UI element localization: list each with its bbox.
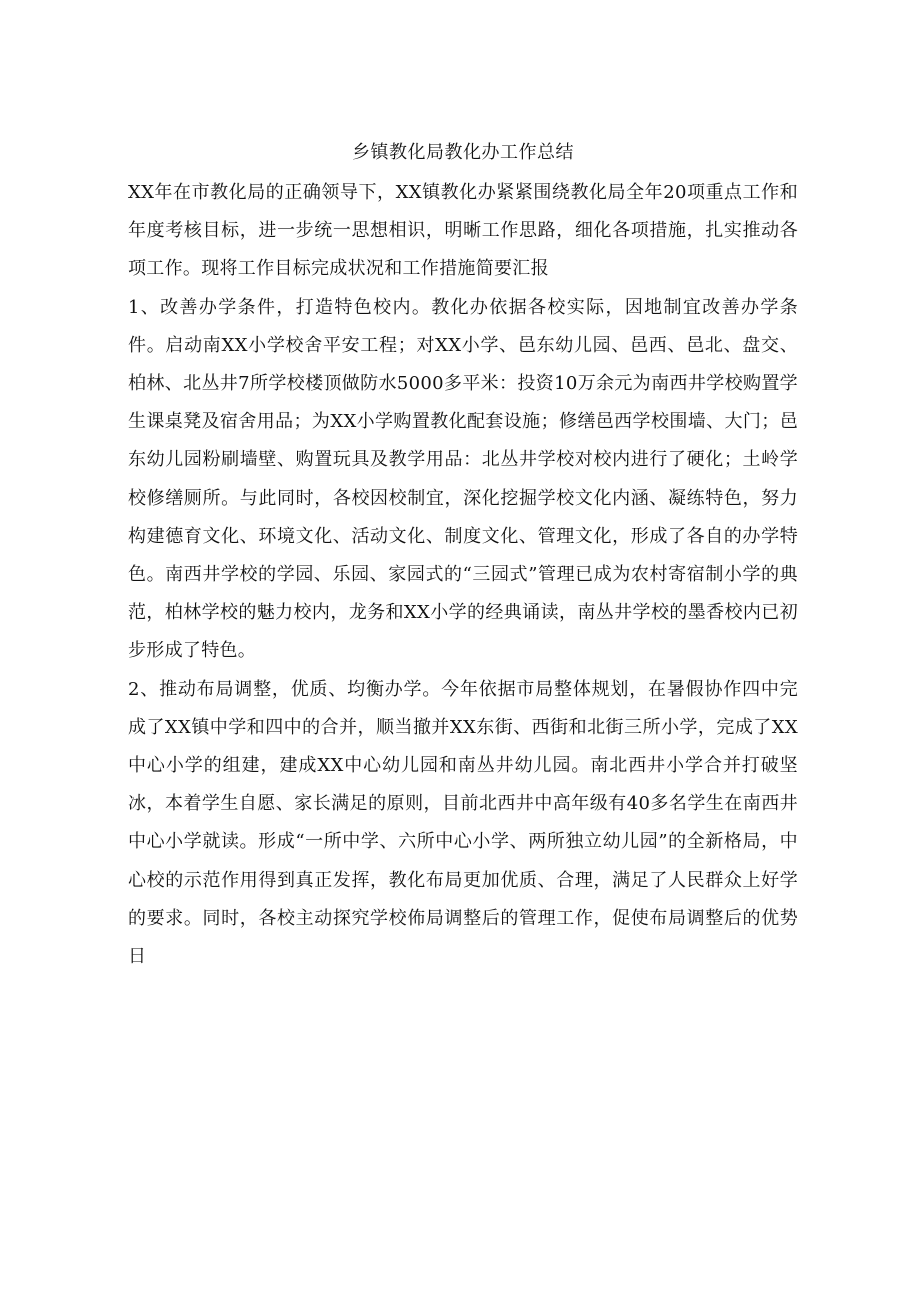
document-body (128, 138, 798, 976)
paragraph-section-2: 2、推动布局调整，优质、均衡办学。今年依据市局整体规划，在暑假协作四中完成了XX镇中学和四中的合并，顺当撤并XX东街、西街和北街三所小学，完成了XX中心小学的组建，建成XX中心幼儿园和南丛井幼儿园。南北西井小学合并打破坚冰，本着学生自愿、家长满足的原则，目前北西井中高年级有40多名学生在南西井中心小学就读。形成“一所中学、六所中心小学、两所独立幼儿园”的全新格局，中心校的示范作用得到真正发挥，教化布局更加优质、合理，满足了人民群众上好学的要求。同时，各校主动探究学校佈局调整后的管理工作，促使布局调整后的优势日 (128, 678, 798, 968)
paragraph-section-1: 1、改善办学条件，打造特色校内。教化办依据各校实际，因地制宜改善办学条件。启动南XX小学校舍平安工程；对XX小学、邑东幼儿园、邑西、邑北、盘交、柏林、北丛井7所学校楼顶做防水5000多平米：投资10万余元为南西井学校购置学生课桌凳及宿舍用品；为XX小学购置教化配套设施；修缮邑西学校围墙、大门；邑东幼儿园粉刷墙壁、购置玩具及教学用品：北丛井学校对校内进行了硬化；土岭学校修缮厕所。与此同时，各校因校制宜，深化挖掘学校文化内涵、凝练特色，努力构建德育文化、环境文化、活动文化、制度文化、管理文化，形成了各自的办学特色。南西井学校的学园、乐园、家园式的“三园式”管理已成为农村寄宿制小学的典范，柏林学校的魅力校内，龙务和XX小学的经典诵读，南丛井学校的墨香校内已初步形成了特色。 (128, 296, 798, 662)
paragraph-intro: XX年在市教化局的正确领导下，XX镇教化办紧紧围绕教化局全年20项重点工作和年度考核目标，进一步统一思想相识，明晰工作思路，细化各项措施，扎实推动各项工作。现将工作目标完成状况和工作措施简要汇报 (128, 182, 798, 280)
document-title: 乡镇教化局教化办工作总结 (352, 142, 574, 163)
